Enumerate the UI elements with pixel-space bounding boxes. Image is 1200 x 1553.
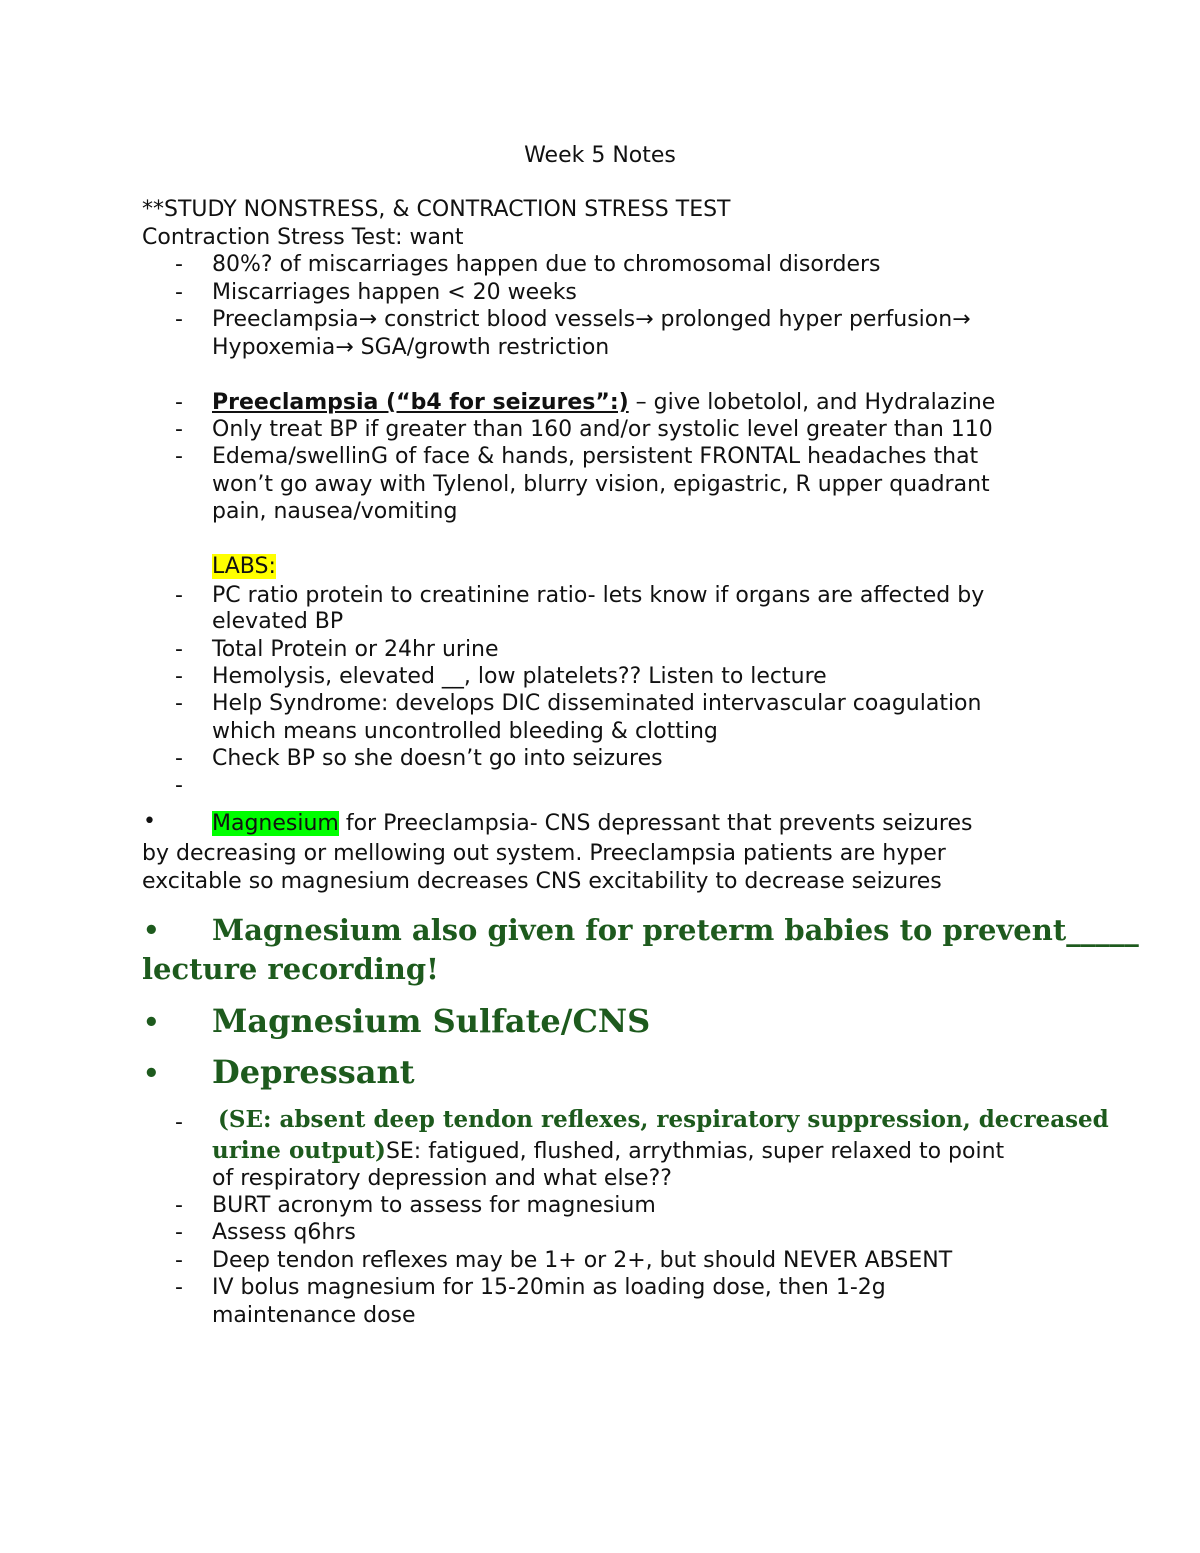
list-dash: - [175,664,183,689]
list-item-continuation: Hypoxemia→ SGA/growth restriction [212,335,610,360]
side-effects-line [212,1137,1004,1165]
list-item: Help Syndrome: develops DIC disseminated intervascular coagulation [212,691,982,716]
list-dash: - [175,1110,183,1135]
list-item: Preeclampsia→ constrict blood vessels→ prolonged hyper perfusion→ [212,307,971,332]
list-item: Hemolysis, elevated __, low platelets?? Listen to lecture [212,664,827,689]
sulfate-bullet-line: Magnesium Sulfate/CNS [212,1002,651,1040]
list-item-preeclampsia [212,389,995,416]
list-item: Check BP so she doesn’t go into seizures [212,746,663,771]
magnesium-bullet-line [212,810,972,837]
list-item: PC ratio protein to creatinine ratio- lets know if organs are affected by [212,583,985,608]
list-dash: - [175,1275,183,1300]
list-dash: - [175,746,183,771]
magnesium-highlight: Magnesium [212,811,339,836]
list-dash: - [175,252,183,277]
list-item: IV bolus magnesium for 15-20min as loading dose, then 1-2g [212,1275,886,1300]
list-item: Edema/swellinG of face & hands, persistent FRONTAL headaches that [212,444,979,469]
preterm-bullet-continuation: lecture recording! [142,952,439,986]
list-dash: - [175,583,183,608]
preterm-bullet-line: Magnesium also given for preterm babies to prevent_____ [212,913,1139,947]
list-item-continuation: won’t go away with Tylenol, blurry vision, epigastric, R upper quadrant [212,472,990,497]
depressant-bullet-line: Depressant [212,1053,415,1091]
study-heading: **STUDY NONSTRESS, & CONTRACTION STRESS TEST [142,197,731,222]
list-item-continuation: pain, nausea/vomiting [212,499,458,524]
list-item-continuation: elevated BP [212,609,344,634]
list-dash: - [175,691,183,716]
list-dash: - [175,637,183,662]
list-dash: - [175,417,183,442]
list-dash: - [175,1248,183,1273]
list-dash: - [175,390,183,415]
side-effects-green-text: urine output) [212,1137,386,1164]
side-effects-text: SE: fatigued, flushed, arrythmias, super relaxed to point [385,1139,1005,1164]
list-dash: - [175,1193,183,1218]
bullet-dot: • [143,809,156,834]
side-effects-green-line: (SE: absent deep tendon reflexes, respiratory suppression, decreased [218,1106,1109,1133]
list-item-continuation: which means uncontrolled bleeding & clotting [212,719,718,744]
list-item: Total Protein or 24hr urine [212,637,499,662]
magnesium-bullet-continuation: by decreasing or mellowing out system. Preeclampsia patients are hyper [142,841,946,866]
list-dash-empty: - [175,773,183,798]
list-item-continuation: of respiratory depression and what else?? [212,1166,672,1191]
list-dash: - [175,1220,183,1245]
labs-highlight: LABS: [212,554,276,579]
list-dash: - [175,280,183,305]
labs-label [212,553,276,580]
list-item: Assess q6hrs [212,1220,356,1245]
bullet-dot: • [143,1059,160,1089]
cst-label: Contraction Stress Test: want [142,225,464,250]
list-item: BURT acronym to assess for magnesium [212,1193,656,1218]
list-item-continuation: maintenance dose [212,1303,416,1328]
list-item: Only treat BP if greater than 160 and/or systolic level greater than 110 [212,417,993,442]
list-dash: - [175,444,183,469]
bullet-dot: • [143,1008,160,1038]
preeclampsia-treatment: – give lobetolol, and Hydralazine [628,390,996,415]
list-item: 80%? of miscarriages happen due to chromosomal disorders [212,252,881,277]
list-dash: - [175,307,183,332]
bullet-dot: • [143,916,160,946]
magnesium-bullet-continuation: excitable so magnesium decreases CNS excitability to decrease seizures [142,869,942,894]
page-title: Week 5 Notes [524,143,676,168]
preeclampsia-bold-label: Preeclampsia (“b4 for seizures”:) [212,390,629,415]
magnesium-bullet-text: for Preeclampsia- CNS depressant that prevents seizures [338,811,973,836]
list-item: Miscarriages happen < 20 weeks [212,280,577,305]
list-item: Deep tendon reflexes may be 1+ or 2+, but should NEVER ABSENT [212,1248,953,1273]
